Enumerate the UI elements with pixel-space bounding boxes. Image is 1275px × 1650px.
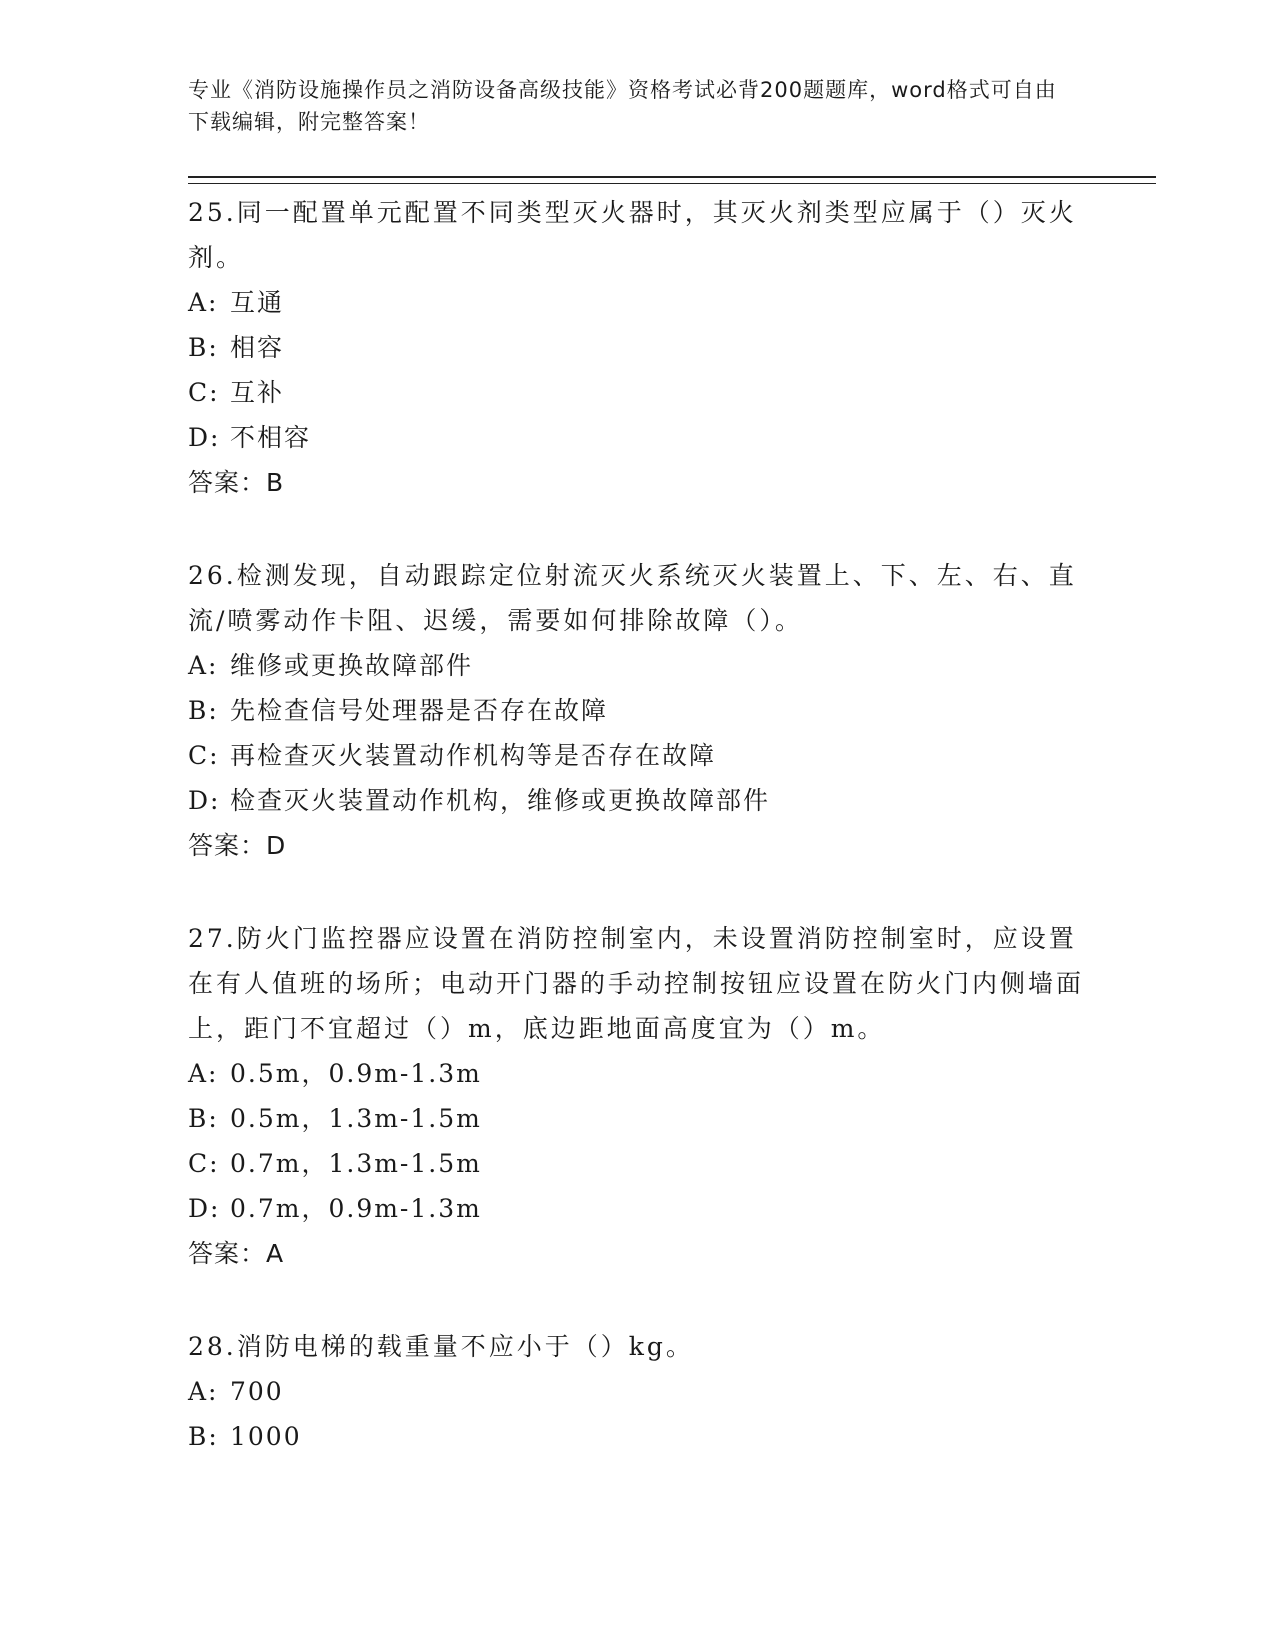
option-letter: C:: [188, 741, 220, 770]
question-text: 27.防火门监控器应设置在消防控制室内，未设置消防控制室时，应设置在有人值班的场所；电动开门器的手动控制按钮应设置在防火门内侧墙面上，距门不宜超过（）m，底边距地面高度宜为（）m。: [188, 924, 1085, 1043]
option-letter: A:: [188, 288, 219, 317]
option-text: 0.7m，1.3m-1.5m: [230, 1149, 482, 1178]
option-text: 维修或更换故障部件: [230, 651, 474, 680]
question-spacer: [188, 1276, 1088, 1324]
option-a: [188, 280, 1088, 325]
option-b: [188, 1096, 1088, 1141]
option-letter: A:: [188, 651, 219, 680]
option-text: 1000: [230, 1422, 302, 1451]
option-b: [188, 1414, 1088, 1459]
option-d: [188, 415, 1088, 460]
option-text: 0.7m，0.9m-1.3m: [230, 1194, 482, 1223]
option-text: 互通: [230, 288, 285, 317]
question-spacer: [188, 505, 1088, 553]
option-b: [188, 325, 1088, 370]
answer-line: 答案：A: [188, 1239, 285, 1268]
option-letter: D:: [188, 423, 221, 452]
question-text: 28.消防电梯的载重量不应小于（）kg。: [188, 1332, 694, 1361]
question-27: [188, 916, 1088, 1276]
option-text: 0.5m，1.3m-1.5m: [230, 1104, 482, 1133]
option-letter: A:: [188, 1377, 219, 1406]
question-25: [188, 190, 1088, 505]
answer-line: 答案：B: [188, 468, 285, 497]
document-header: 专业《消防设施操作员之消防设备高级技能》资格考试必背200题题库，word格式可自由下载编辑，附完整答案！: [188, 78, 1057, 134]
question-list: [188, 190, 1088, 1459]
option-c: [188, 370, 1088, 415]
option-c: [188, 1141, 1088, 1186]
option-b: [188, 688, 1088, 733]
option-letter: A:: [188, 1059, 219, 1088]
option-a: [188, 1369, 1088, 1414]
question-text: 25.同一配置单元配置不同类型灭火器时，其灭火剂类型应属于（）灭火剂。: [188, 198, 1077, 272]
option-text: 再检查灭火装置动作机构等是否存在故障: [230, 741, 717, 770]
header-divider-thin: [188, 183, 1156, 184]
option-d: [188, 1186, 1088, 1231]
option-text: 相容: [230, 333, 285, 362]
question-26: [188, 553, 1088, 868]
option-text: 检查灭火装置动作机构，维修或更换故障部件: [230, 786, 771, 815]
option-letter: D:: [188, 786, 221, 815]
question-spacer: [188, 868, 1088, 916]
option-a: [188, 1051, 1088, 1096]
option-letter: B:: [188, 1104, 219, 1133]
option-letter: D:: [188, 1194, 221, 1223]
question-28: [188, 1324, 1088, 1459]
option-text: 不相容: [230, 423, 312, 452]
option-a: [188, 643, 1088, 688]
answer-line: 答案：D: [188, 831, 287, 860]
question-text: 26.检测发现，自动跟踪定位射流灭火系统灭火装置上、下、左、右、直流/喷雾动作卡阻、迟缓，需要如何排除故障（）。: [188, 561, 1077, 635]
option-text: 先检查信号处理器是否存在故障: [230, 696, 609, 725]
option-letter: B:: [188, 696, 219, 725]
option-letter: C:: [188, 1149, 220, 1178]
option-text: 700: [230, 1377, 284, 1406]
header-divider-thick: [188, 176, 1156, 178]
option-letter: C:: [188, 378, 220, 407]
option-c: [188, 733, 1088, 778]
option-letter: B:: [188, 333, 219, 362]
option-d: [188, 778, 1088, 823]
option-text: 0.5m，0.9m-1.3m: [230, 1059, 482, 1088]
option-text: 互补: [230, 378, 285, 407]
option-letter: B:: [188, 1422, 219, 1451]
